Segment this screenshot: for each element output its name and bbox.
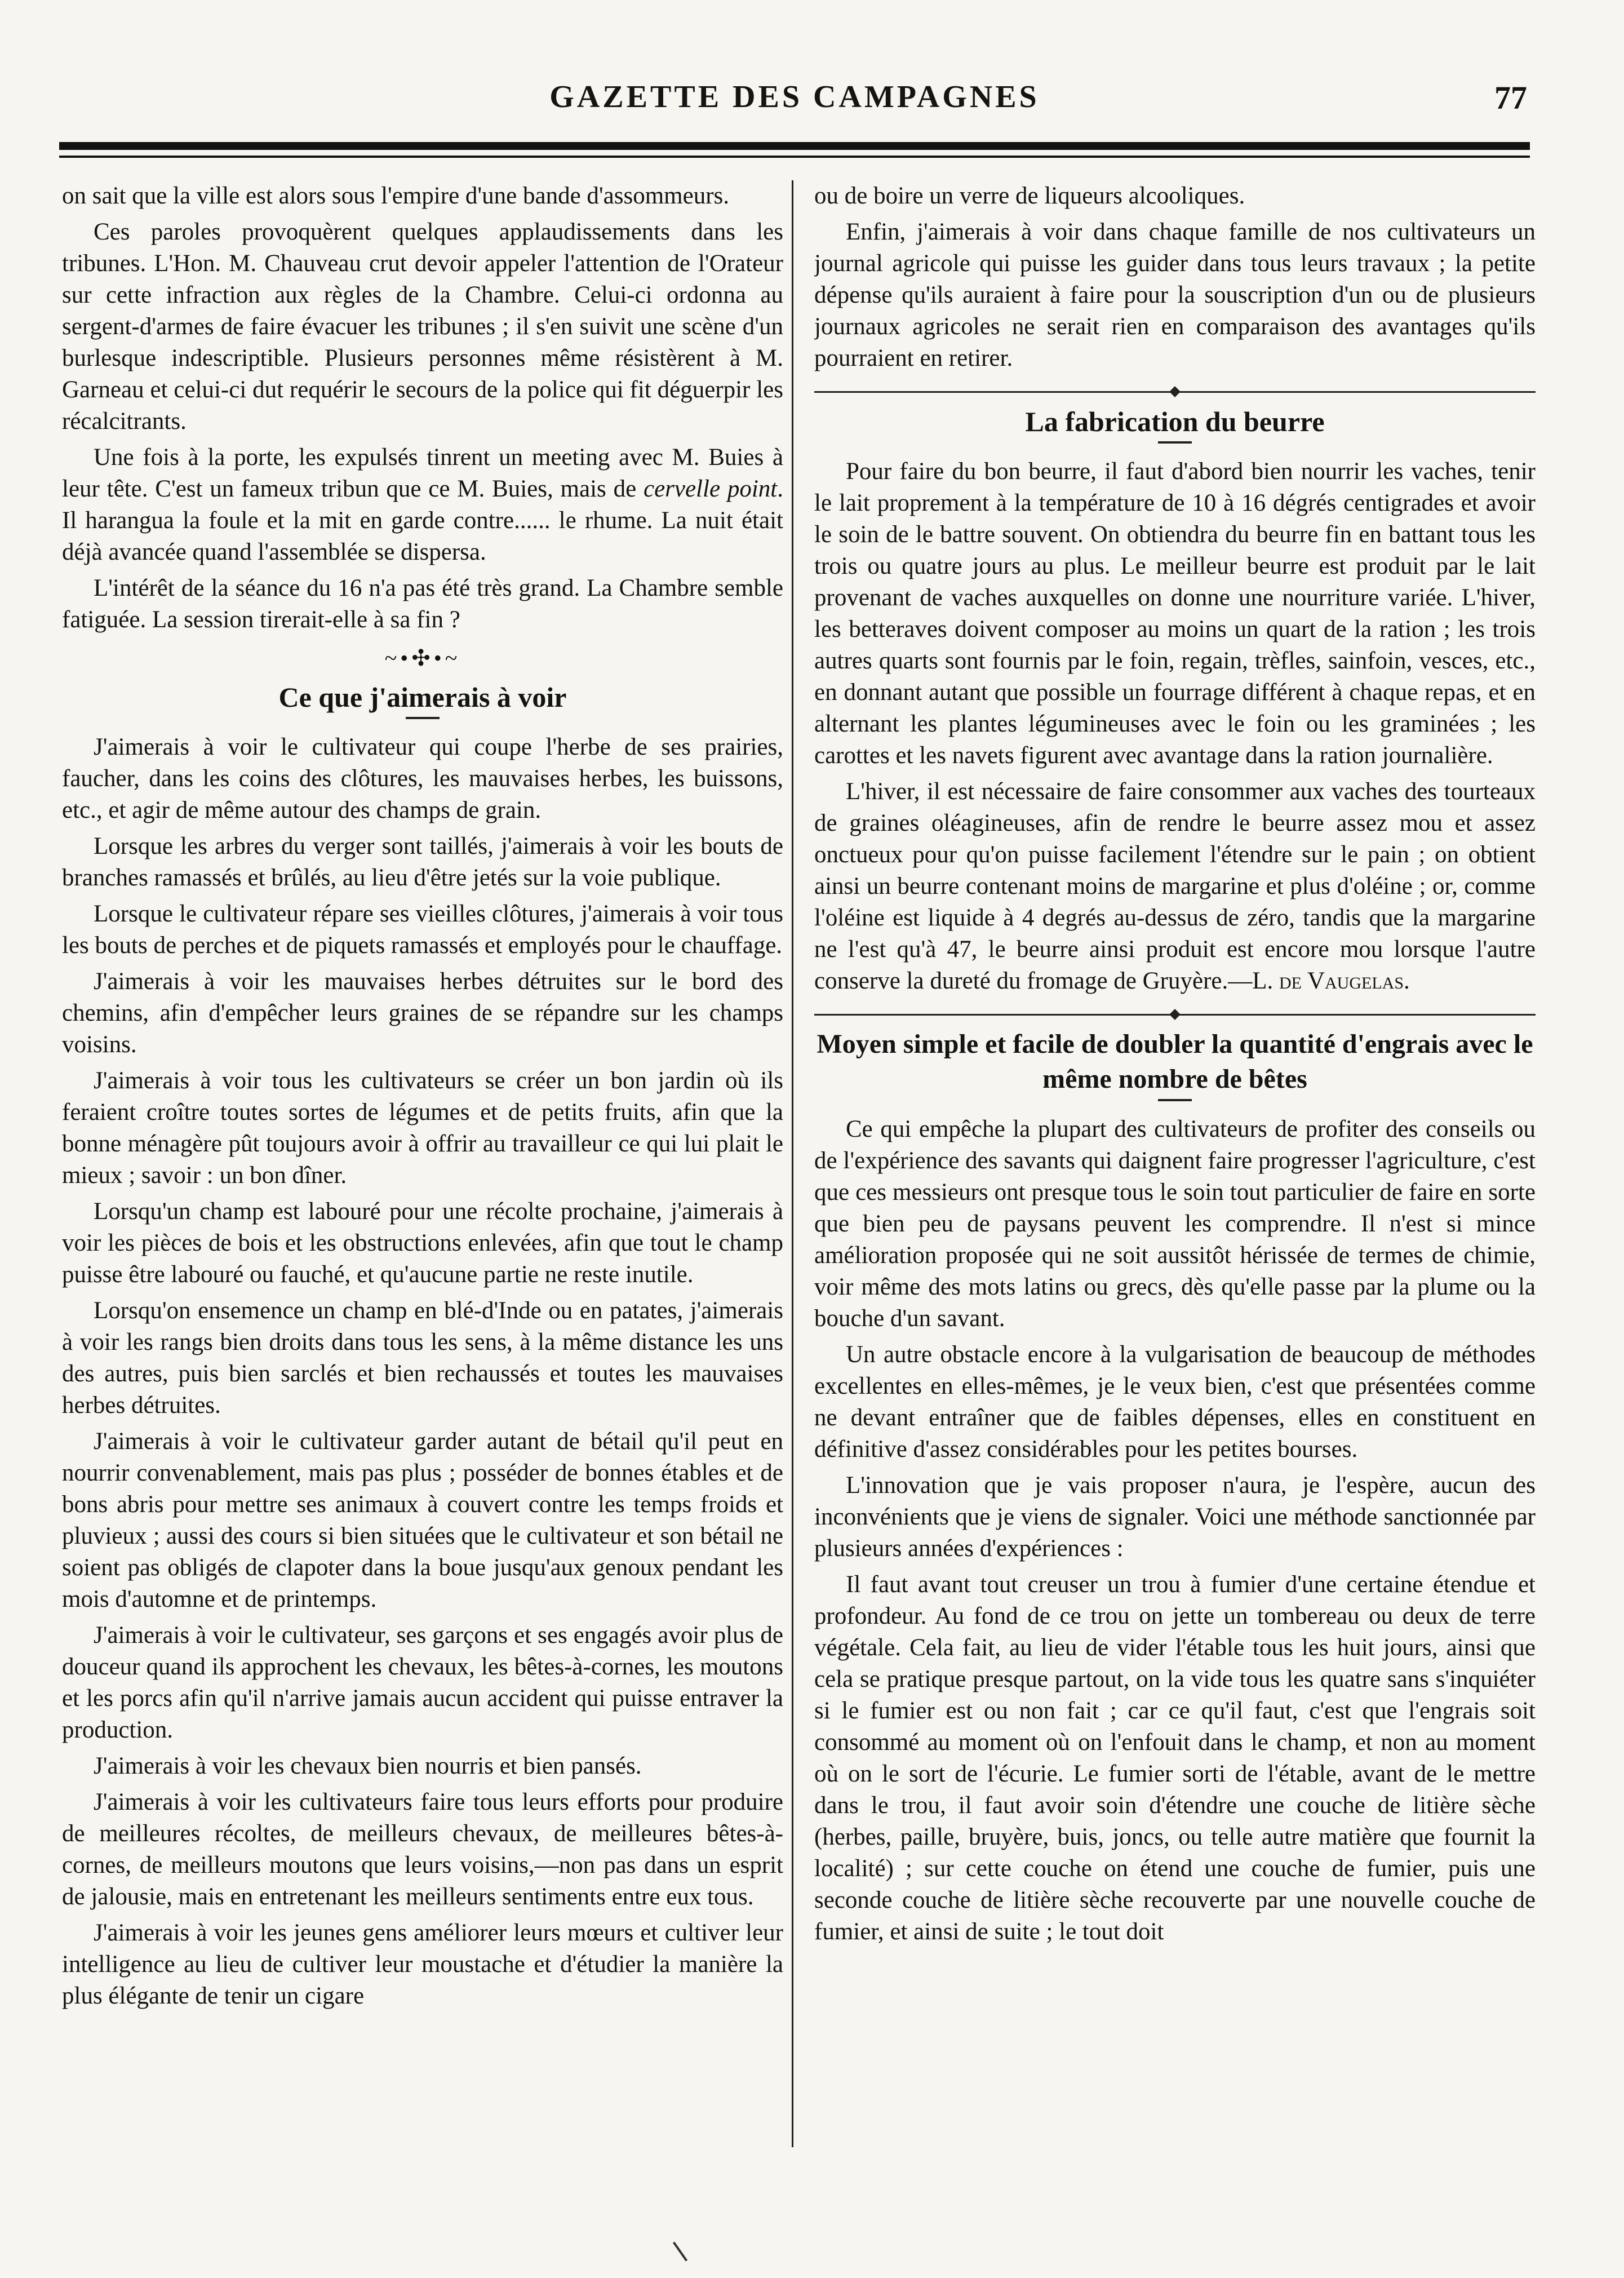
text-run: Une fois à la porte, les expulsés tinrent un meeting avec M. Buies à leur tête. C'est un fameux tribun que ce M. Buies, mais de [62, 444, 783, 502]
title-dash [406, 717, 440, 719]
page-number: 77 [1494, 79, 1527, 116]
section-title: La fabrication du beurre [1025, 406, 1325, 437]
continuation-text: on sait que la ville est alors sous l'empire d'une bande d'assommeurs. [62, 183, 729, 209]
section-body [62, 732, 783, 2012]
section-title: Ce que j'aimerais à voir [278, 681, 567, 713]
ornament-divider: ~•✣•~ [384, 645, 461, 671]
header-rule-thin [59, 156, 1530, 158]
article-paragraph: Lorsque les arbres du verger sont taillés, j'aimerais à voir les bouts de branches ramassés et brûlés, au lieu d'être jetés sur la voie publique. [62, 833, 783, 891]
text-run: . Il harangua la foule et la mit en garde contre...... le rhume. La nuit était déjà avancée quand l'assemblée se dispersa. [62, 476, 783, 565]
article-paragraph: L'innovation que je vais proposer n'aura, je l'espère, aucun des inconvénients que je viens de signaler. Voici une méthode sanctionnée par plusieurs années d'expériences : [814, 1472, 1536, 1562]
article-paragraph: Lorsqu'un champ est labouré pour une récolte prochaine, j'aimerais à voir les pièces de bois et les obstructions enlevées, afin que tout le champ puisse être labouré ou fauché, et qu'aucune partie ne reste inutile. [62, 1198, 783, 1288]
article-paragraph [814, 776, 1536, 997]
article-paragraph: Lorsque le cultivateur répare ses vieilles clôtures, j'aimerais à voir tous les bouts de perches et de piquets ramassés et employés pour le chauffage. [62, 901, 783, 959]
section-body [814, 1114, 1536, 1948]
article-paragraph [62, 442, 783, 568]
article-paragraph: Lorsqu'on ensemence un champ en blé-d'Inde ou en patates, j'aimerais à voir les rangs bien droits dans tous les sens, à la même distance les uns des autres, puis bien sarclés et bien rechaussés et toutes les mauvaises herbes détruites. [62, 1297, 783, 1419]
page-header [62, 79, 1527, 135]
section-separator [814, 391, 1536, 393]
italic-text: cervelle point [643, 476, 778, 502]
title-dash [1158, 441, 1192, 444]
newspaper-title: GAZETTE DES CAMPAGNES [549, 79, 1040, 114]
section-body [814, 456, 1536, 772]
article-paragraph: J'aimerais à voir les chevaux bien nourris et bien pansés. [94, 1753, 642, 1779]
column-divider [792, 180, 793, 2147]
text-run: . [1404, 968, 1410, 994]
continuation-text: ou de boire un verre de liqueurs alcooliques. [814, 183, 1245, 209]
author-name: de Vaugelas [1279, 968, 1404, 994]
article-paragraph: L'intérêt de la séance du 16 n'a pas été très grand. La Chambre semble fatiguée. La session tirerait-elle à sa fin ? [62, 575, 783, 633]
article-paragraph: J'aimerais à voir les jeunes gens améliorer leurs mœurs et cultiver leur intelligence au lieu de cultiver leur moustache et d'étudier la manière la plus élégante de tenir un cigare [62, 1920, 783, 2009]
separator-diamond [1169, 386, 1181, 397]
separator-diamond [1169, 1009, 1181, 1020]
header-rule-thick [59, 142, 1530, 150]
title-dash [1158, 1099, 1192, 1101]
article-paragraph: Ces paroles provoquèrent quelques applaudissements dans les tribunes. L'Hon. M. Chauveau crut devoir appeler l'attention de l'Orateur sur cette infraction aux règles de la Chambre. Celui-ci ordonna au sergent-d'armes de faire évacuer les tribunes ; il s'en suivit une scène d'un burlesque indescriptible. Plusieurs personnes même résistèrent à M. Garneau et celui-ci dut requérir le secours de la police qui fit déguerpir les récalcitrants. [62, 219, 783, 435]
article-paragraph: J'aimerais à voir le cultivateur, ses garçons et ses engagés avoir plus de douceur quand ils approchent les chevaux, les bêtes-à-cornes, les moutons et les porcs afin qu'il n'arrive jamais aucun accident qui puisse entraver la production. [62, 1622, 783, 1743]
section-separator [814, 1014, 1536, 1016]
article-paragraph: J'aimerais à voir le cultivateur qui coupe l'herbe de ses prairies, faucher, dans les coins des clôtures, les mauvaises herbes, les buissons, etc., et agir de même autour des champs de grain. [62, 734, 783, 823]
text-run: L'hiver, il est nécessaire de faire consommer aux vaches des tourteaux de graines oléagineuses, afin de rendre le beurre assez mou et assez onctueux pour qu'on puisse facilement l'étendre sur le pain ; on obtient ainsi un beurre contenant moins de margarine et plus d'oléine ; or, comme l'oléine est liquide à 4 degrés au-dessus de zéro, tandis que la margarine ne l'est qu'à 47, le beurre ainsi produit est encore mou lorsque l'autre conserve la dureté du fromage de Gruyère.—L. [814, 778, 1536, 994]
article-paragraph: Enfin, j'aimerais à voir dans chaque famille de nos cultivateurs un journal agricole qui puisse les guider dans tous leurs travaux ; la petite dépense qu'ils auraient à faire pour la souscription d'un ou de plusieurs journaux agricoles ne serait rien en comparaison des avantages qu'ils pourraient en retirer. [814, 219, 1536, 371]
article-paragraph: J'aimerais à voir le cultivateur garder autant de bétail qu'il peut en nourrir convenablement, mais pas plus ; posséder de bonnes étables et de bons abris pour mettre ses animaux à couvert contre les temps froids et pluvieux ; aussi des cours si bien situées que le cultivateur et son bétail ne soient pas obligés de clapoter dans la boue jusqu'aux genoux pendant les mois d'automne et de printemps. [62, 1428, 783, 1612]
article-paragraph: Un autre obstacle encore à la vulgarisation de beaucoup de méthodes excellentes en elles-mêmes, je le veux bien, c'est que présentées comme ne devant entraîner que de faibles dépenses, elles en constituent en définitive d'assez considérables pour les petites bourses. [814, 1341, 1536, 1462]
article-paragraph: Ce qui empêche la plupart des cultivateurs de profiter des conseils ou de l'expérience des savants qui daignent faire progresser l'agriculture, c'est que ces messieurs ont presque tous le soin tout particulier de faire en sorte que bien peu de paysans peuvent les comprendre. Il n'est si mince amélioration proposée qui ne soit aussitôt hérissée de termes de chimie, voir même des mots latins ou grecs, dès qu'elle passe par la plume ou la bouche d'un savant. [814, 1116, 1536, 1332]
article-paragraph: Il faut avant tout creuser un trou à fumier d'une certaine étendue et profondeur. Au fond de ce trou on jette un tombereau ou deux de terre végétale. Cela fait, au lieu de vider l'étable tous les huit jours, ainsi que cela se pratique presque partout, on la vide tous les quatre sans s'inquiéter si le fumier est ou non fait ; car ce qu'il faut, c'est que l'engrais soit consommé au moment où on l'enfouit dans le champ, et non au moment où on le sort de l'écurie. Le fumier sorti de l'étable, avant de le mettre dans le trou, il faut avoir soin d'étendre une couche de litière sèche (herbes, paille, bruyère, buis, joncs, ou telle autre matière que fournit la localité) ; sur cette couche on étend une couche de fumier, puis une seconde couche de litière sèche recouverte par une nouvelle couche de fumier, et ainsi de suite ; le tout doit [814, 1571, 1536, 1945]
right-column [814, 180, 1536, 2153]
article-paragraph: J'aimerais à voir les cultivateurs faire tous leurs efforts pour produire de meilleures récoltes, de meilleurs chevaux, de meilleures bêtes-à-cornes, de meilleurs moutons que leurs voisins,—non pas dans un esprit de jalousie, mais en entretenant les meilleurs sentiments entre eux tous. [62, 1789, 783, 1910]
article-paragraph: Pour faire du bon beurre, il faut d'abord bien nourrir les vaches, tenir le lait proprement à la température de 10 à 16 dégrés centigrades et avoir le soin de le battre souvent. On obtiendra du beurre fin en battant tous les trois ou quatre jours au plus. Le meilleur beurre est produit par le lait provenant de vaches auxquelles on donne une nourriture variée. L'hiver, les betteraves doivent composer au moins un quart de la ration ; les trois autres quarts sont fournis par le foin, regain, trèfles, sainfoin, vesces, etc., en donnant autant que possible un fourrage différent à chaque repas, et en alternant les plantes légumineuses avec le foin ou les graminées ; les carottes et les navets figurent avec avantage dans la ration journalière. [814, 458, 1536, 769]
stray-mark [673, 2241, 687, 2261]
article-paragraph: J'aimerais à voir les mauvaises herbes détruites sur le bord des chemins, afin d'empêcher leurs graines de se répandre sur les champs voisins. [62, 968, 783, 1058]
section-title: Moyen simple et facile de doubler la quantité d'engrais avec le même nombre de bêtes [817, 1029, 1533, 1094]
left-column [62, 180, 783, 2153]
article-paragraph: J'aimerais à voir tous les cultivateurs se créer un bon jardin où ils feraient croître toutes sortes de légumes et de petits fruits, afin que la bonne ménagère pût toujours avoir à offrir au travailleur ce qui lui plait le mieux ; savoir : un bon dîner. [62, 1067, 783, 1189]
